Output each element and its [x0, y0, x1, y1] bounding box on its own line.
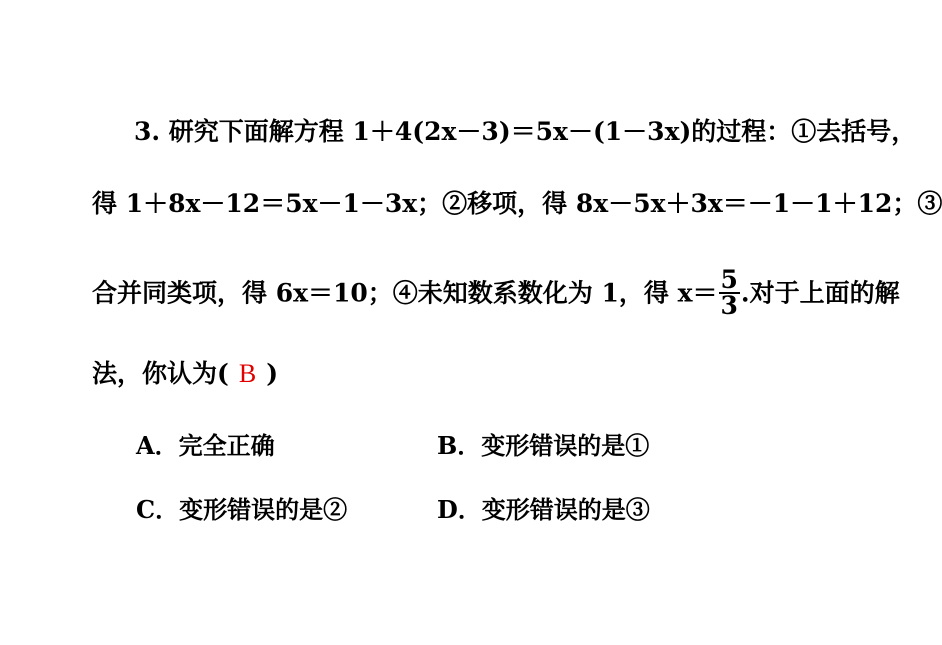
fraction-denominator: 3	[720, 291, 738, 320]
question-line-4	[92, 358, 278, 390]
option-a[interactable]: A．完全正确	[136, 431, 275, 460]
option-c[interactable]: C．变形错误的是②	[136, 495, 348, 524]
question-line-3	[92, 265, 900, 320]
question-line-4-text: 法，你认为(	[92, 359, 229, 388]
question-line-2: 得 1＋8x－12＝5x－1－3x；②移项，得 8x－5x＋3x＝－1－1＋12；③	[92, 189, 942, 218]
answer-label: B	[238, 359, 257, 388]
question-line-3-text: 合并同类项，得 6x＝10；④未知数系数化为 1，得 x＝	[92, 278, 718, 308]
option-b[interactable]: B．变形错误的是①	[437, 431, 650, 460]
fraction-numerator: 5	[720, 265, 738, 294]
fraction-five-thirds	[719, 265, 740, 320]
question-line-3-tail: .对于上面的解	[740, 278, 900, 308]
question-line-1: 3. 研究下面解方程 1＋4(2x－3)＝5x－(1－3x)的过程：①去括号，	[134, 117, 917, 146]
option-d[interactable]: D．变形错误的是③	[437, 495, 650, 524]
question-line-4-close: )	[266, 359, 279, 388]
